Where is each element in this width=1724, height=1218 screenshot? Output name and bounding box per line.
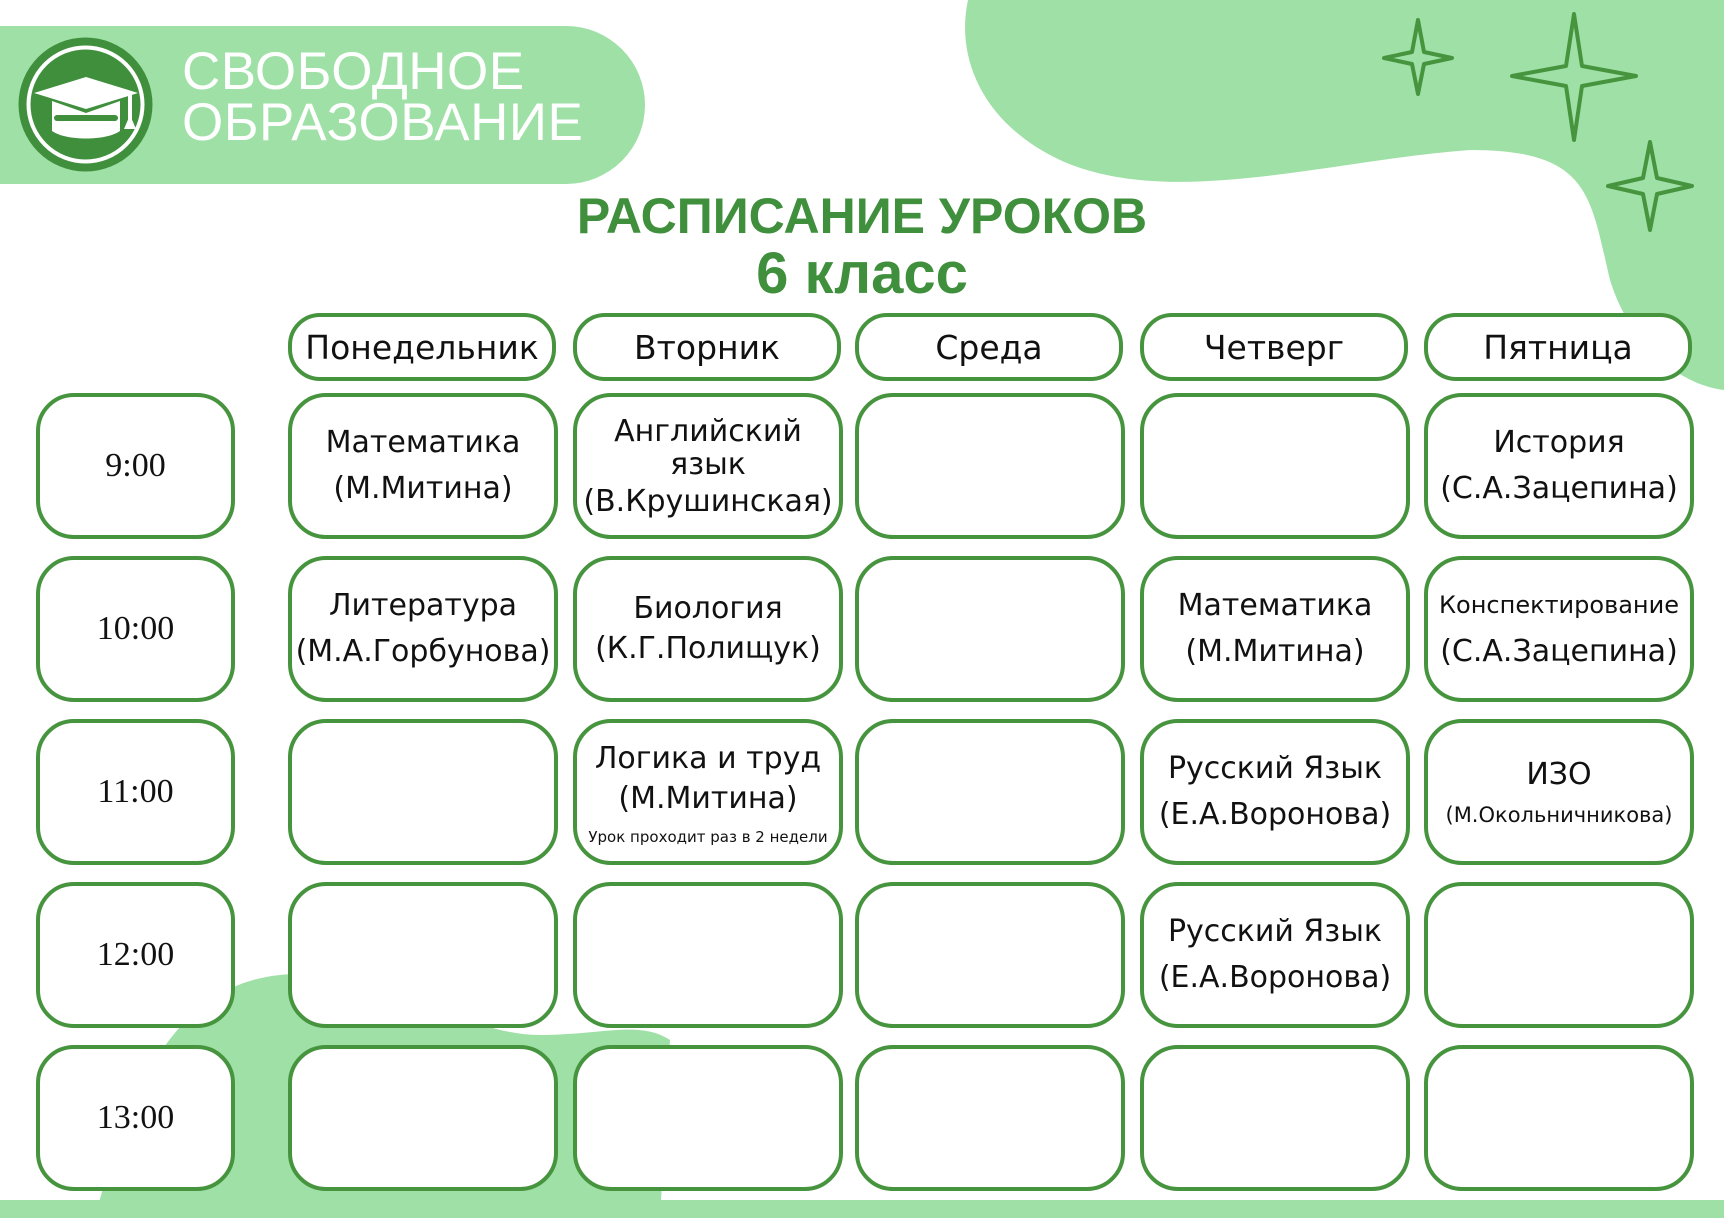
lesson-teacher: (М.А.Горбунова) [295, 634, 551, 669]
lesson-subject: Конспектирование [1439, 590, 1679, 619]
lesson-teacher: (К.Г.Полищук) [595, 631, 821, 666]
lesson-cell-empty [1424, 1045, 1694, 1191]
page-title: РАСПИСАНИЕ УРОКОВ [576, 188, 1148, 244]
lesson-cell-empty [288, 719, 558, 865]
lesson-teacher: (М.Митина) [1185, 634, 1365, 669]
lesson-teacher: (М.Окольничникова) [1445, 802, 1673, 827]
lesson-cell [1140, 719, 1410, 865]
bottom-strip [0, 1200, 1724, 1218]
lesson-cell [288, 556, 558, 702]
lesson-subject: Литература [328, 587, 518, 623]
lesson-cell-empty [855, 882, 1125, 1028]
time-slot-1200: 12:00 [36, 882, 235, 1028]
lesson-cell [1424, 719, 1694, 865]
lesson-cell-empty [855, 1045, 1125, 1191]
lesson-cell [573, 556, 843, 702]
day-header-wednesday: Среда [855, 313, 1123, 381]
lesson-subject: Русский Язык [1167, 913, 1383, 949]
lesson-cell-empty [1140, 393, 1410, 539]
lesson-subject: Русский Язык [1167, 750, 1383, 786]
lesson-cell-empty [1140, 1045, 1410, 1191]
lesson-teacher: (С.А.Зацепина) [1440, 633, 1678, 669]
lesson-cell-empty [573, 1045, 843, 1191]
lesson-teacher: (В.Крушинская) [583, 483, 833, 519]
lesson-cell-empty [288, 1045, 558, 1191]
lesson-cell-empty [855, 719, 1125, 865]
grade-subtitle: 6 класс [756, 241, 968, 306]
time-slot-0900: 9:00 [36, 393, 235, 539]
lesson-subject: История [1493, 424, 1625, 460]
graduation-cap-icon [16, 35, 155, 174]
lesson-cell-empty [855, 393, 1125, 539]
day-header-friday: Пятница [1424, 313, 1692, 381]
time-slot-1000: 10:00 [36, 556, 235, 702]
lesson-subject: ИЗО [1526, 757, 1592, 793]
lesson-cell [1140, 882, 1410, 1028]
lesson-cell [1424, 393, 1694, 539]
day-header-monday: Понедельник [288, 313, 556, 381]
lesson-teacher: (Е.А.Воронова) [1158, 797, 1392, 832]
lesson-teacher: (С.А.Зацепина) [1440, 471, 1678, 506]
lesson-cell [573, 719, 843, 865]
lesson-subject: Математика [325, 424, 521, 460]
lesson-subject: Английский язык [614, 413, 802, 482]
lesson-subject: Биология [633, 590, 783, 626]
lesson-teacher: (М.Митина) [333, 471, 513, 506]
lesson-cell-empty [1424, 882, 1694, 1028]
lesson-cell [573, 393, 843, 539]
day-header-tuesday: Вторник [573, 313, 841, 381]
logo-line-1: СВОБОДНОЕ [182, 42, 525, 101]
day-header-thursday: Четверг [1140, 313, 1408, 381]
time-slot-1100: 11:00 [36, 719, 235, 865]
lesson-note: Урок проходит раз в 2 недели [588, 827, 828, 846]
time-slot-1300: 13:00 [36, 1045, 235, 1191]
lesson-cell [1424, 556, 1694, 702]
lesson-teacher: (М.Митина) [618, 781, 798, 816]
lesson-subject: Логика и труд [594, 740, 822, 776]
lesson-cell-empty [855, 556, 1125, 702]
lesson-cell-empty [573, 882, 843, 1028]
logo-line-2: ОБРАЗОВАНИЕ [182, 93, 584, 152]
lesson-cell [1140, 556, 1410, 702]
logo-text [182, 42, 584, 152]
lesson-subject: Математика [1177, 587, 1373, 623]
lesson-cell [288, 393, 558, 539]
lesson-cell-empty [288, 882, 558, 1028]
lesson-teacher: (Е.А.Воронова) [1158, 960, 1392, 995]
